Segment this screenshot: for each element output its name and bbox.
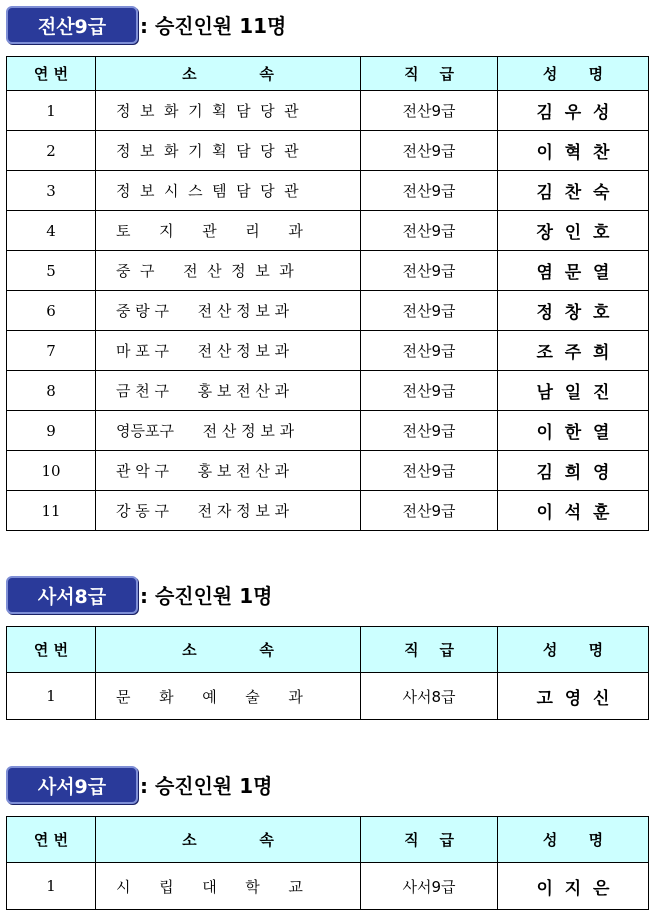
- col-dept-header: 소 속: [96, 817, 361, 863]
- row-no: 11: [7, 491, 96, 531]
- table-row: [7, 291, 649, 331]
- section-heading: [6, 576, 646, 612]
- row-name: 이 지 은: [498, 863, 649, 910]
- row-name: 염 문 열: [498, 251, 649, 291]
- row-no: 9: [7, 411, 96, 451]
- table-row: [7, 91, 649, 131]
- table-row: [7, 131, 649, 171]
- header-row: [7, 817, 649, 863]
- row-dept: 강 동 구 전 자 정 보 과: [96, 491, 361, 531]
- grade-badge: 전산9급: [6, 6, 138, 44]
- row-name: 김 우 성: [498, 91, 649, 131]
- col-no-header: 연 번: [7, 817, 96, 863]
- promotion-count: : 승진인원 11명: [140, 14, 287, 38]
- row-no: 7: [7, 331, 96, 371]
- col-no-header: 연 번: [7, 627, 96, 673]
- row-dept: 정 보 시 스 템 담 당 관: [96, 171, 361, 211]
- row-dept: 시 립 대 학 교: [96, 863, 361, 910]
- row-grade: 전산9급: [361, 91, 498, 131]
- row-name: 이 석 훈: [498, 491, 649, 531]
- col-name-header: 성 명: [498, 57, 649, 91]
- row-dept: 마 포 구 전 산 정 보 과: [96, 331, 361, 371]
- row-grade: 전산9급: [361, 291, 498, 331]
- row-name: 김 희 영: [498, 451, 649, 491]
- row-no: 8: [7, 371, 96, 411]
- row-dept: 정 보 화 기 획 담 당 관: [96, 91, 361, 131]
- row-grade: 전산9급: [361, 491, 498, 531]
- row-dept: 금 천 구 홍 보 전 산 과: [96, 371, 361, 411]
- row-grade: 사서8급: [361, 673, 498, 720]
- col-grade-header: 직 급: [361, 627, 498, 673]
- row-dept: 중 랑 구 전 산 정 보 과: [96, 291, 361, 331]
- header-row: [7, 57, 649, 91]
- row-grade: 전산9급: [361, 211, 498, 251]
- header-row: [7, 627, 649, 673]
- table-row: [7, 211, 649, 251]
- row-grade: 사서9급: [361, 863, 498, 910]
- row-no: 5: [7, 251, 96, 291]
- col-name-header: 성 명: [498, 817, 649, 863]
- table-row: [7, 251, 649, 291]
- row-name: 이 한 열: [498, 411, 649, 451]
- table-row: [7, 371, 649, 411]
- section-computing-9: [6, 6, 646, 523]
- table-row: [7, 171, 649, 211]
- section-heading: [6, 766, 646, 802]
- table-row: [7, 491, 649, 531]
- row-no: 1: [7, 673, 96, 720]
- row-dept: 문 화 예 술 과: [96, 673, 361, 720]
- row-grade: 전산9급: [361, 411, 498, 451]
- promotion-table: [6, 816, 649, 910]
- row-name: 정 창 호: [498, 291, 649, 331]
- row-grade: 전산9급: [361, 371, 498, 411]
- row-no: 4: [7, 211, 96, 251]
- row-name: 고 영 신: [498, 673, 649, 720]
- table-row: [7, 451, 649, 491]
- row-grade: 전산9급: [361, 451, 498, 491]
- row-dept: 중 구 전 산 정 보 과: [96, 251, 361, 291]
- table-row: [7, 673, 649, 720]
- col-grade-header: 직 급: [361, 817, 498, 863]
- row-name: 이 혁 찬: [498, 131, 649, 171]
- promotion-count: : 승진인원 1명: [140, 584, 273, 608]
- row-name: 남 일 진: [498, 371, 649, 411]
- row-grade: 전산9급: [361, 251, 498, 291]
- row-no: 10: [7, 451, 96, 491]
- row-dept: 영등포구 전 산 정 보 과: [96, 411, 361, 451]
- grade-badge: 사서9급: [6, 766, 138, 804]
- col-name-header: 성 명: [498, 627, 649, 673]
- grade-badge: 사서8급: [6, 576, 138, 614]
- row-name: 장 인 호: [498, 211, 649, 251]
- col-dept-header: 소 속: [96, 627, 361, 673]
- table-row: [7, 863, 649, 910]
- col-grade-header: 직 급: [361, 57, 498, 91]
- table-row: [7, 411, 649, 451]
- row-grade: 전산9급: [361, 331, 498, 371]
- row-no: 2: [7, 131, 96, 171]
- section-librarian-8: [6, 576, 646, 709]
- row-dept: 관 악 구 홍 보 전 산 과: [96, 451, 361, 491]
- row-grade: 전산9급: [361, 131, 498, 171]
- row-no: 3: [7, 171, 96, 211]
- row-dept: 정 보 화 기 획 담 당 관: [96, 131, 361, 171]
- table-row: [7, 331, 649, 371]
- section-librarian-9: [6, 766, 646, 899]
- promotion-table: [6, 56, 649, 531]
- row-name: 조 주 희: [498, 331, 649, 371]
- row-no: 1: [7, 91, 96, 131]
- col-no-header: 연 번: [7, 57, 96, 91]
- section-heading: [6, 6, 646, 42]
- row-grade: 전산9급: [361, 171, 498, 211]
- row-no: 6: [7, 291, 96, 331]
- promotion-count: : 승진인원 1명: [140, 774, 273, 798]
- col-dept-header: 소 속: [96, 57, 361, 91]
- promotion-table: [6, 626, 649, 720]
- row-dept: 토 지 관 리 과: [96, 211, 361, 251]
- row-name: 김 찬 숙: [498, 171, 649, 211]
- row-no: 1: [7, 863, 96, 910]
